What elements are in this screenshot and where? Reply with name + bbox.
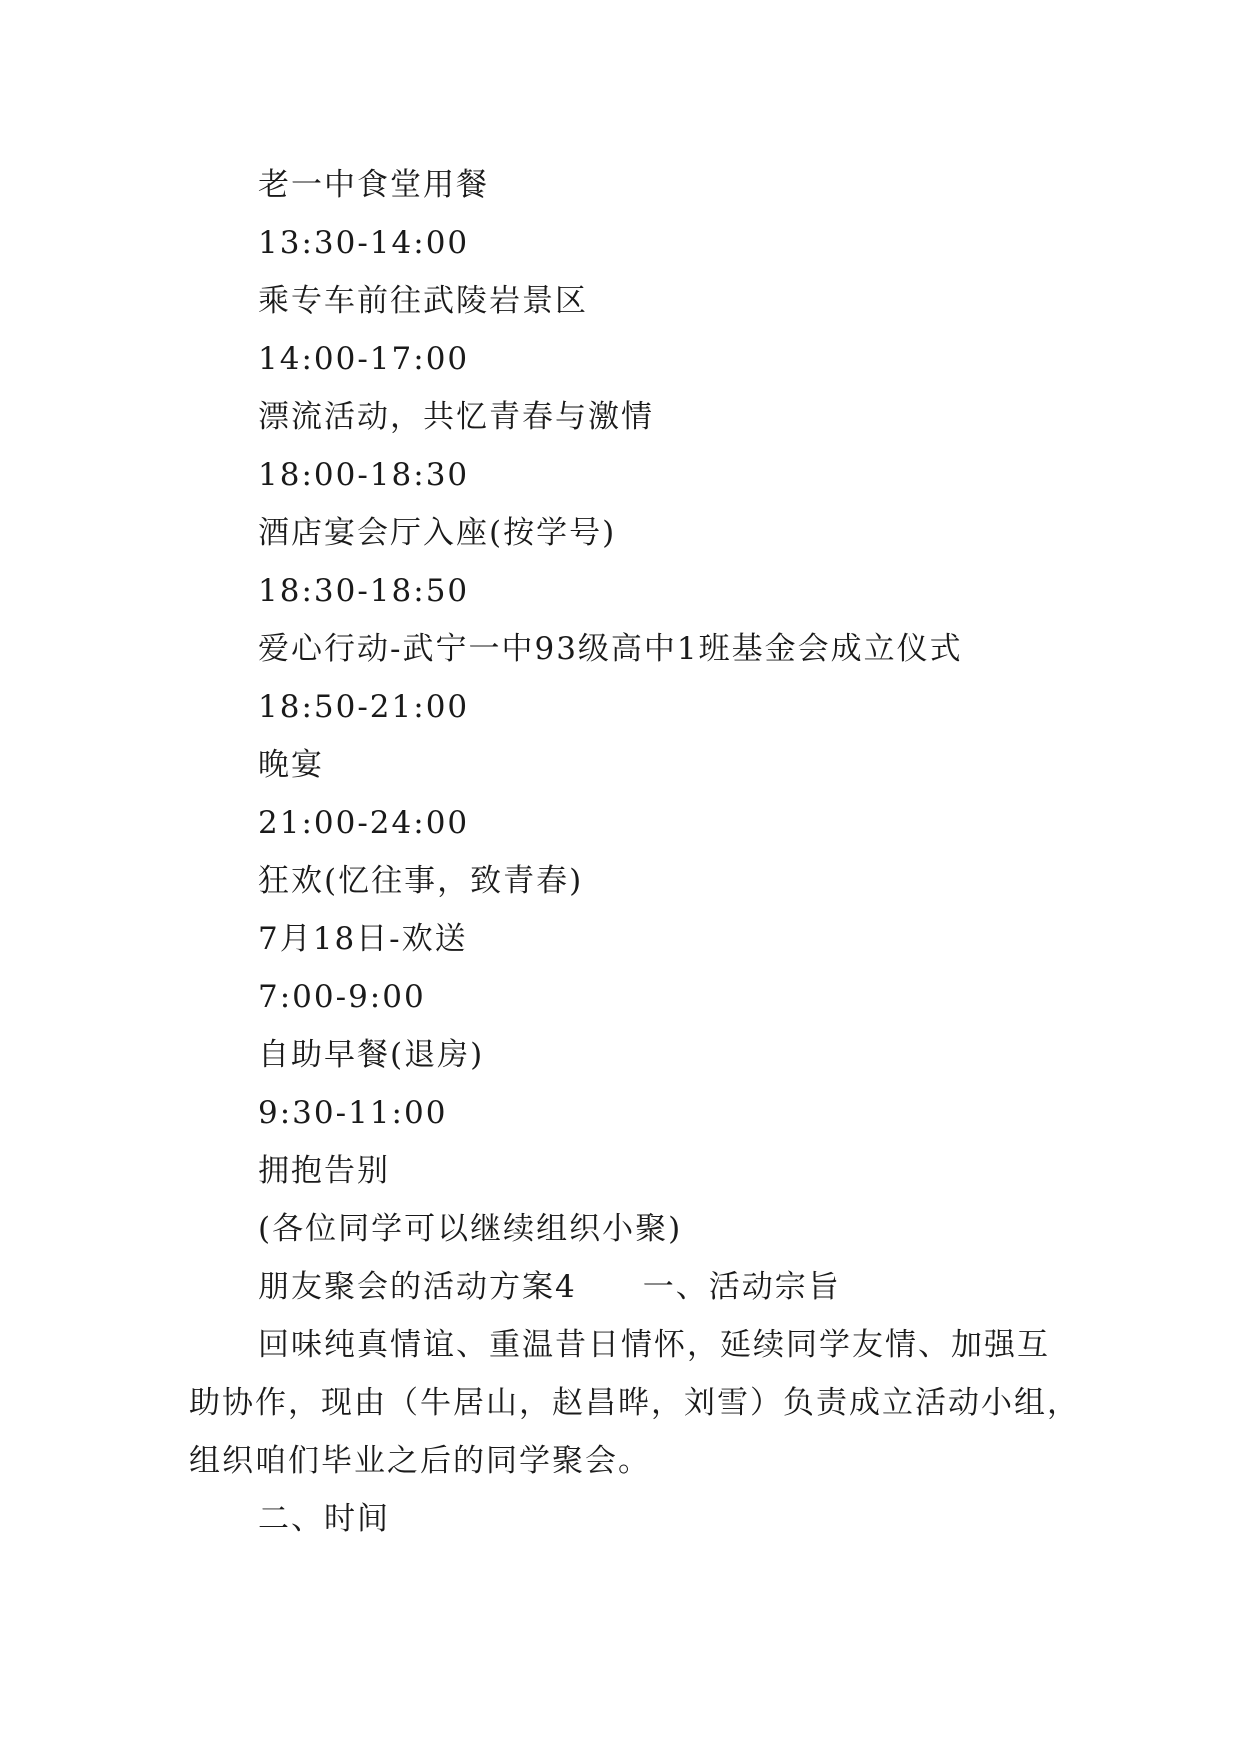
paragraph-line: 回味纯真情谊、重温昔日情怀，延续同学友情、加强互 [258, 1327, 1050, 1363]
paragraph-line: 组织咱们毕业之后的同学聚会。 [189, 1443, 651, 1479]
section-title: 朋友聚会的活动方案4 [258, 1269, 577, 1305]
schedule-time: 18:50-21:00 [258, 689, 470, 725]
schedule-time: 18:30-18:50 [258, 573, 470, 609]
schedule-line: 拥抱告别 [258, 1153, 390, 1189]
section-heading-2: 二、时间 [258, 1501, 390, 1537]
paragraph-line: 助协作，现由（牛居山，赵昌晔，刘雪）负责成立活动小组， [189, 1385, 1080, 1421]
schedule-time: 21:00-24:00 [258, 805, 470, 841]
schedule-date: 7月18日-欢送 [258, 921, 468, 957]
section-title-row [258, 1267, 841, 1307]
schedule-time: 14:00-17:00 [258, 341, 470, 377]
schedule-line: 漂流活动，共忆青春与激情 [258, 399, 654, 435]
schedule-time: 7:00-9:00 [258, 979, 426, 1015]
section-heading-1: 一、活动宗旨 [642, 1269, 841, 1305]
schedule-line: 狂欢(忆往事，致青春) [258, 863, 584, 899]
schedule-note: (各位同学可以继续组织小聚) [258, 1211, 683, 1247]
schedule-line: 自助早餐(退房) [258, 1037, 485, 1073]
schedule-line: 酒店宴会厅入座(按学号) [258, 515, 617, 551]
schedule-time: 9:30-11:00 [258, 1095, 448, 1131]
schedule-line: 晚宴 [258, 747, 324, 783]
schedule-time: 13:30-14:00 [258, 225, 470, 261]
schedule-line: 乘专车前往武陵岩景区 [258, 283, 588, 319]
schedule-time: 18:00-18:30 [258, 457, 470, 493]
schedule-line: 老一中食堂用餐 [258, 167, 489, 203]
schedule-line: 爱心行动-武宁一中93级高中1班基金会成立仪式 [258, 631, 963, 667]
